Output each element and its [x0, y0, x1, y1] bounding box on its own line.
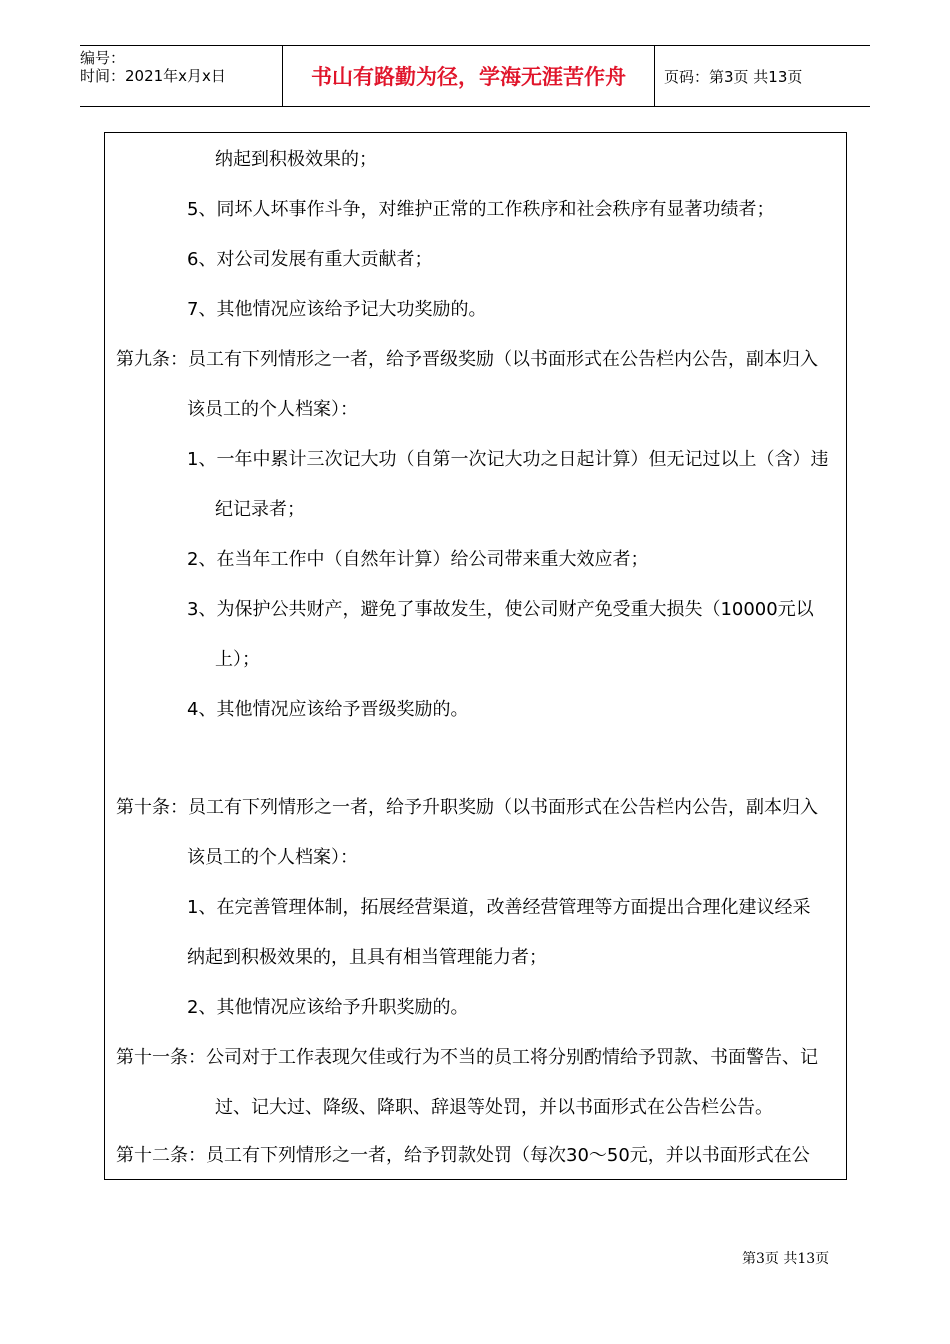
text-line: 1、一年中累计三次记大功（自第一次记大功之日起计算）但无记过以上（含）违	[187, 449, 829, 470]
page-footer: 第3页 共13页	[742, 1251, 830, 1267]
article-heading: 第十二条：员工有下列情形之一者，给予罚款处罚（每次30～50元，并以书面形式在公	[116, 1145, 810, 1166]
text-line: 5、同坏人坏事作斗争，对维护正常的工作秩序和社会秩序有显著功绩者；	[187, 199, 775, 220]
text-line: 上）；	[215, 649, 260, 670]
text-line: 纳起到积极效果的，且具有相当管理能力者；	[187, 947, 547, 968]
document-date: 时间：2021年x月x日	[80, 67, 226, 85]
header-motto: 书山有路勤为径，学海无涯苦作舟	[311, 65, 626, 89]
header-divider	[654, 46, 655, 106]
article-heading: 第九条：员工有下列情形之一者，给予晋级奖励（以书面形式在公告栏内公告，副本归入	[116, 349, 818, 370]
text-line: 纪记录者；	[215, 499, 305, 520]
article-heading: 第十条：员工有下列情形之一者，给予升职奖励（以书面形式在公告栏内公告，副本归入	[116, 797, 818, 818]
text-line: 该员工的个人档案）：	[187, 847, 358, 868]
content-box	[104, 132, 847, 1180]
header-page-info: 页码：第3页 共13页	[664, 67, 803, 86]
page-header	[80, 45, 870, 107]
article-heading: 第十一条：公司对于工作表现欠佳或行为不当的员工将分别酌情给予罚款、书面警告、记	[116, 1047, 818, 1068]
text-line: 7、其他情况应该给予记大功奖励的。	[187, 299, 487, 320]
text-line: 该员工的个人档案）：	[187, 399, 358, 420]
text-line: 2、在当年工作中（自然年计算）给公司带来重大效应者；	[187, 549, 649, 570]
text-line: 3、为保护公共财产，避免了事故发生，使公司财产免受重大损失（10000元以	[187, 599, 814, 620]
text-line: 1、在完善管理体制，拓展经营渠道，改善经营管理等方面提出合理化建议经采	[187, 897, 811, 918]
text-line: 过、记大过、降级、降职、辞退等处罚，并以书面形式在公告栏公告。	[215, 1097, 773, 1118]
text-line: 4、其他情况应该给予晋级奖励的。	[187, 699, 469, 720]
text-line: 纳起到积极效果的；	[215, 149, 377, 170]
header-meta	[80, 46, 282, 106]
text-line: 2、其他情况应该给予升职奖励的。	[187, 997, 469, 1018]
document-number-label: 编号：	[80, 49, 126, 67]
text-line: 6、对公司发展有重大贡献者；	[187, 249, 433, 270]
